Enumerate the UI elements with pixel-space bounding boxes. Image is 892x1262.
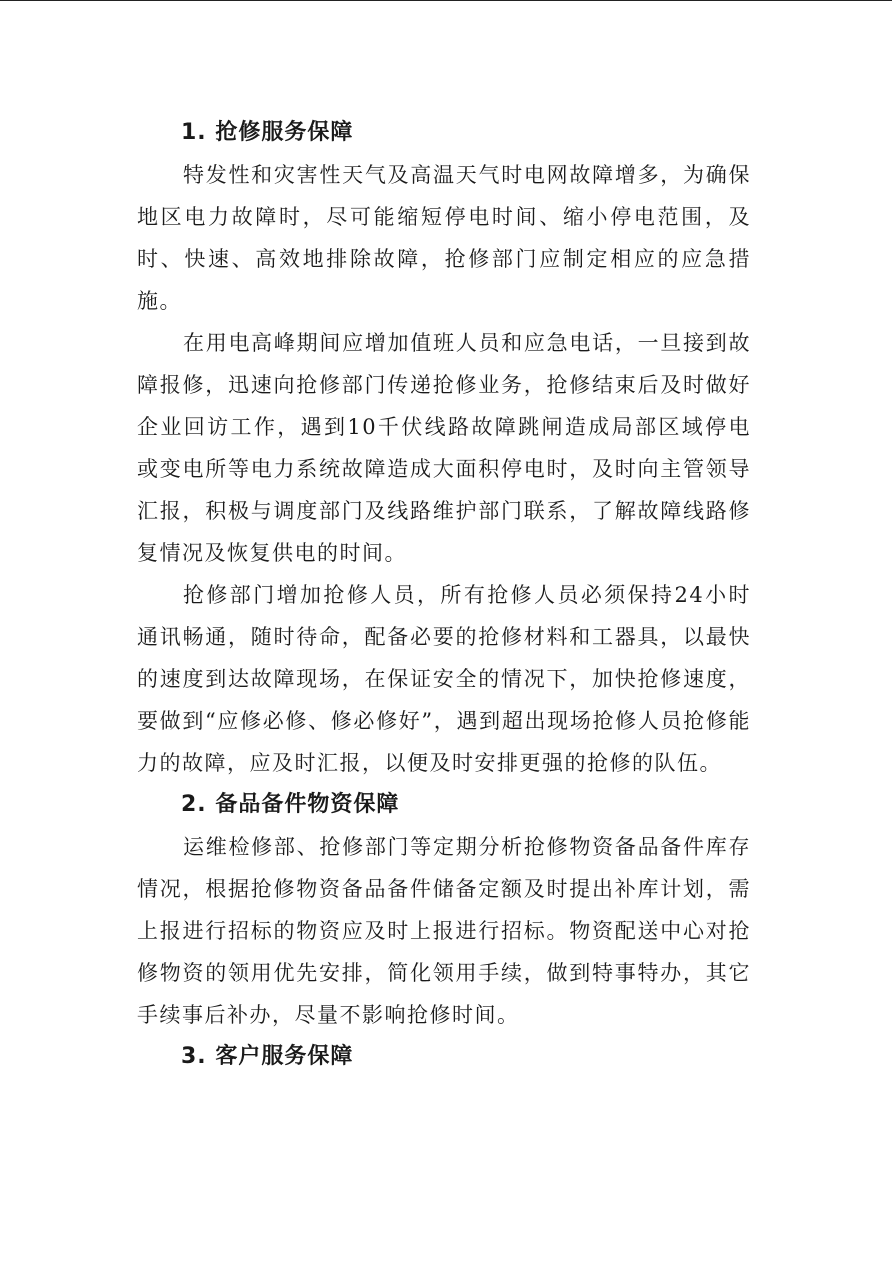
section-heading: 3. 客户服务保障 [181,1044,354,1069]
page-top-border [0,0,892,1]
section-heading: 1. 抢修服务保障 [181,120,354,145]
paragraph: 特发性和灾害性天气及高温天气时电网故障增多，为确保地区电力故障时，尽可能缩短停电时间、缩小停电范围，及时、快速、高效地排除故障，抢修部门应制定相应的应急措施。 [137,163,751,313]
section-emergency-repair [137,112,751,784]
document-page [137,112,751,1078]
paragraph: 在用电高峰期间应增加值班人员和应急电话，一旦接到故障报修，迅速向抢修部门传递抢修业务，抢修结束后及时做好企业回访工作，遇到10千伏线路故障跳闸造成局部区域停电或变电所等电力系统故障造成大面积停电时，及时向主管领导汇报，积极与调度部门及线路维护部门联系，了解故障线路修复情况及恢复供电的时间。 [137,331,751,565]
paragraph: 运维检修部、抢修部门等定期分析抢修物资备品备件库存情况，根据抢修物资备品备件储备定额及时提出补库计划，需上报进行招标的物资应及时上报进行招标。物资配送中心对抢修物资的领用优先安排，简化领用手续，做到特事特办，其它手续事后补办，尽量不影响抢修时间。 [137,835,751,1027]
section-customer-service [137,1036,751,1078]
section-spare-parts [137,784,751,1036]
paragraph: 抢修部门增加抢修人员，所有抢修人员必须保持24小时通讯畅通，随时待命，配备必要的抢修材料和工器具，以最快的速度到达故障现场，在保证安全的情况下，加快抢修速度，要做到“应修必修、修必修好”，遇到超出现场抢修人员抢修能力的故障，应及时汇报，以便及时安排更强的抢修的队伍。 [137,583,751,775]
section-heading: 2. 备品备件物资保障 [181,792,400,817]
